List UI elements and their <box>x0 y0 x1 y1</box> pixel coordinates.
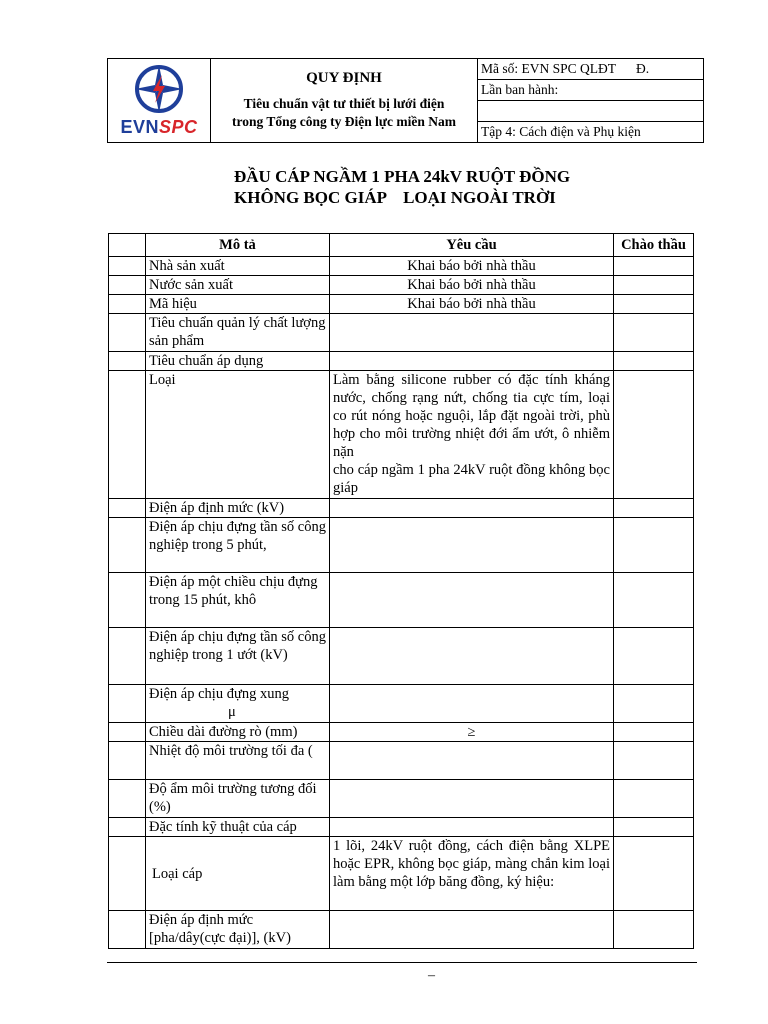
row-description: Tiêu chuẩn áp dụng <box>146 352 330 371</box>
column-header-index <box>109 234 146 257</box>
row-requirement: 1 lõi, 24kV ruột đồng, cách điện bằng XLPE hoặc EPR, không bọc giáp, màng chắn kim loại làm bằng một lớp băng đồng, ký hiệu: <box>330 837 614 911</box>
row-index-cell <box>109 780 146 818</box>
row-description: Nước sản xuất <box>146 276 330 295</box>
table-row <box>109 295 694 314</box>
row-bid-cell[interactable] <box>614 685 694 723</box>
table-row <box>109 352 694 371</box>
row-index-cell <box>109 371 146 499</box>
row-requirement <box>330 314 614 352</box>
row-bid-cell[interactable] <box>614 371 694 499</box>
row-requirement: Khai báo bởi nhà thầu <box>330 257 614 276</box>
row-description: Điện áp một chiều chịu đựng trong 15 phút, khô <box>146 573 330 628</box>
document-code: Mã số: EVN SPC QLĐT Đ. <box>478 59 703 80</box>
logo-wordmark: EVNSPC <box>120 117 198 137</box>
row-requirement <box>330 911 614 949</box>
table-row <box>109 818 694 837</box>
row-index-cell <box>109 628 146 685</box>
table-row <box>109 314 694 352</box>
row-bid-cell[interactable] <box>614 499 694 518</box>
row-description-symbol: μ <box>228 704 236 720</box>
table-row <box>109 837 694 911</box>
row-bid-cell[interactable] <box>614 742 694 780</box>
row-index-cell <box>109 314 146 352</box>
row-description: Mã hiệu <box>146 295 330 314</box>
row-description: Loại <box>146 371 330 499</box>
table-row <box>109 518 694 573</box>
row-requirement <box>330 352 614 371</box>
row-description: Độ ẩm môi trường tương đối (%) <box>146 780 330 818</box>
row-description: Nhiệt độ môi trường tối đa ( <box>146 742 330 780</box>
blank-info-row <box>478 101 703 122</box>
logo-cell <box>108 59 211 142</box>
row-index-cell <box>109 257 146 276</box>
column-header-bid: Chào thầu <box>614 234 694 257</box>
row-description: Chiều dài đường rò (mm) <box>146 723 330 742</box>
row-description: Đặc tính kỹ thuật của cáp <box>146 818 330 837</box>
table-row <box>109 911 694 949</box>
row-bid-cell[interactable] <box>614 911 694 949</box>
row-index-cell <box>109 573 146 628</box>
row-requirement <box>330 742 614 780</box>
row-bid-cell[interactable] <box>614 573 694 628</box>
document-title-line1: ĐẦU CÁP NGẦM 1 PHA 24kV RUỘT ĐỒNG <box>234 167 571 186</box>
table-row <box>109 780 694 818</box>
row-bid-cell[interactable] <box>614 257 694 276</box>
row-index-cell <box>109 518 146 573</box>
column-header-description: Mô tả <box>146 234 330 257</box>
volume-label: Tập 4: Cách điện và Phụ kiện <box>481 124 641 139</box>
table-row <box>109 685 694 723</box>
document-header <box>107 58 704 143</box>
row-requirement-para2: cho cáp ngầm 1 pha 24kV ruột đồng không bọc giáp <box>333 462 610 496</box>
header-title: QUY ĐỊNH <box>306 70 382 86</box>
row-requirement: ≥ <box>330 723 614 742</box>
table-row <box>109 742 694 780</box>
row-index-cell <box>109 837 146 911</box>
row-requirement <box>330 573 614 628</box>
footer-page-mark: – <box>428 968 435 983</box>
row-index-cell <box>109 911 146 949</box>
row-description: Nhà sản xuất <box>146 257 330 276</box>
row-bid-cell[interactable] <box>614 276 694 295</box>
issue-number: Lần ban hành: <box>478 80 703 101</box>
row-requirement: Khai báo bởi nhà thầu <box>330 276 614 295</box>
row-requirement <box>330 518 614 573</box>
row-bid-cell[interactable] <box>614 818 694 837</box>
row-index-cell <box>109 818 146 837</box>
row-requirement-para1: Làm bằng silicone rubber có đặc tính kháng nước, chống rạng nứt, chống tia cực tím, loại co rút nóng hoặc nguội, lắp đặt ngoài trời, phù hợp cho môi trường nhiệt đới ẩm ướt, ô nhiễm nặn <box>333 372 610 460</box>
row-bid-cell[interactable] <box>614 628 694 685</box>
header-info-cell <box>478 59 703 142</box>
row-requirement <box>330 499 614 518</box>
row-description: Điện áp chịu đựng tần số công nghiệp trong 5 phút, <box>146 518 330 573</box>
table-row <box>109 499 694 518</box>
row-index-cell <box>109 295 146 314</box>
table-row <box>109 573 694 628</box>
row-description: Điện áp định mức (kV) <box>146 499 330 518</box>
row-index-cell <box>109 742 146 780</box>
row-index-cell <box>109 352 146 371</box>
row-index-cell <box>109 499 146 518</box>
table-row <box>109 723 694 742</box>
row-description-line1: Điện áp chịu đựng xung <box>149 686 289 702</box>
table-header-row <box>109 234 694 257</box>
row-description: Loại cáp <box>146 837 330 911</box>
row-bid-cell[interactable] <box>614 723 694 742</box>
header-subtitle-line2: trong Tổng công ty Điện lực miền Nam <box>232 114 456 129</box>
row-bid-cell[interactable] <box>614 295 694 314</box>
specification-table <box>108 233 694 949</box>
row-bid-cell[interactable] <box>614 780 694 818</box>
table-row <box>109 257 694 276</box>
row-requirement: Khai báo bởi nhà thầu <box>330 295 614 314</box>
document-title-line2: KHÔNG BỌC GIÁP LOẠI NGOÀI TRỜI <box>234 188 556 207</box>
row-description: Điện áp chịu đựng tần số công nghiệp trong 1 ướt (kV) <box>146 628 330 685</box>
row-requirement <box>330 371 614 499</box>
row-bid-cell[interactable] <box>614 518 694 573</box>
row-requirement <box>330 628 614 685</box>
footer-divider <box>107 962 697 963</box>
row-requirement <box>330 780 614 818</box>
column-header-requirement: Yêu cầu <box>330 234 614 257</box>
row-requirement <box>330 685 614 723</box>
row-requirement <box>330 818 614 837</box>
row-bid-cell[interactable] <box>614 352 694 371</box>
row-index-cell <box>109 723 146 742</box>
row-bid-cell[interactable] <box>614 314 694 352</box>
table-row <box>109 276 694 295</box>
header-title-cell <box>211 59 478 142</box>
row-description: Điện áp định mức [pha/dây(cực đại)], (kV) <box>146 911 330 949</box>
row-bid-cell[interactable] <box>614 837 694 911</box>
row-description <box>146 685 330 723</box>
table-row <box>109 628 694 685</box>
row-description: Tiêu chuẩn quản lý chất lượng sản phẩm <box>146 314 330 352</box>
table-row <box>109 371 694 499</box>
row-index-cell <box>109 276 146 295</box>
evn-logo-icon <box>129 63 189 115</box>
row-index-cell <box>109 685 146 723</box>
header-subtitle-line1: Tiêu chuẩn vật tư thiết bị lưới điện <box>243 96 445 111</box>
